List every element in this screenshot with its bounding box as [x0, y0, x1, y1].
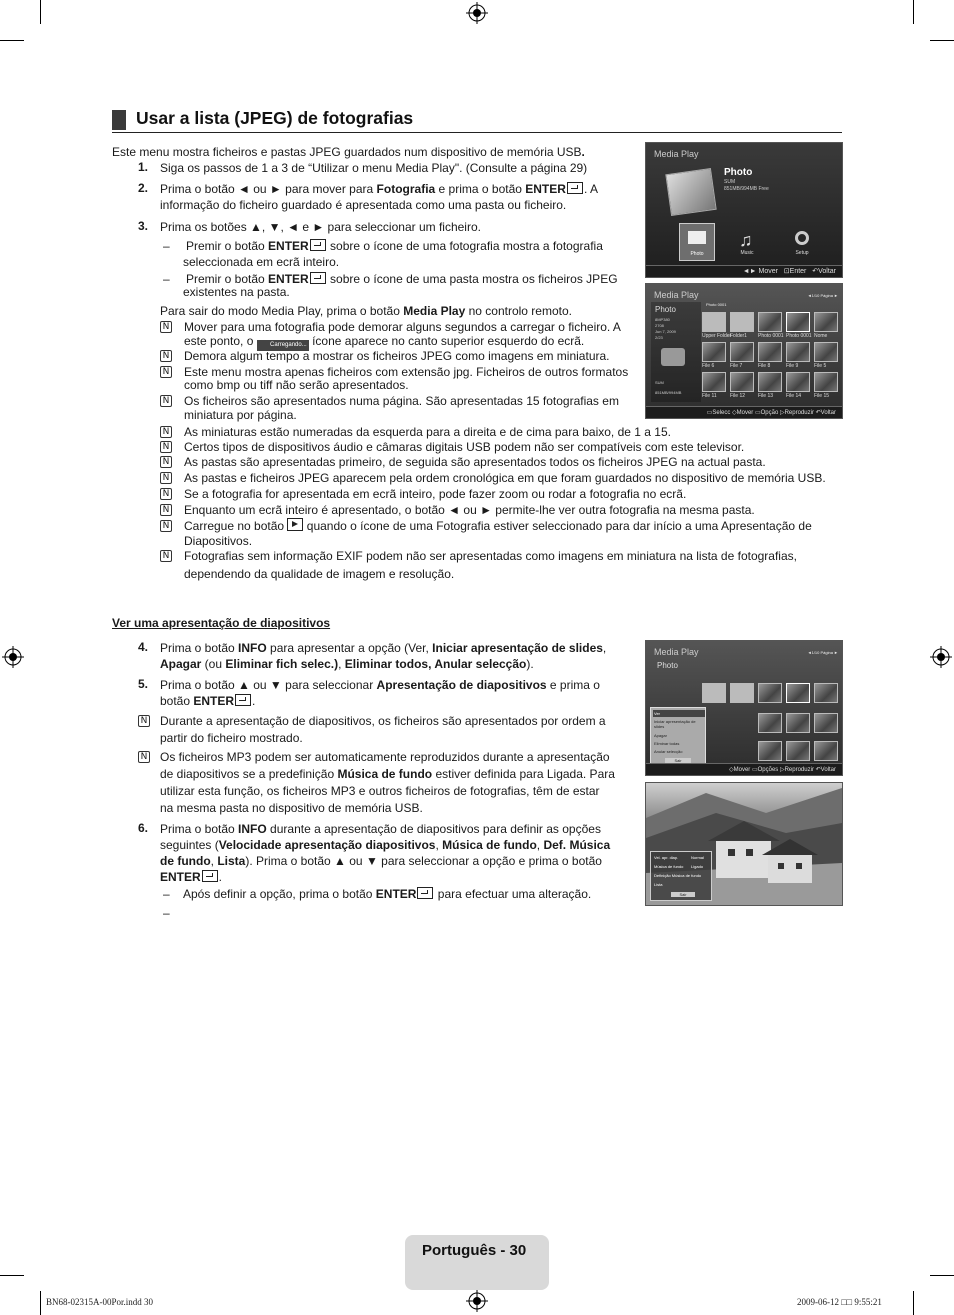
photo-thumb[interactable] — [814, 741, 838, 761]
note-icon: N — [160, 488, 172, 500]
note-text: Este menu mostra apenas ficheiros com extensão jpg. Ficheiros de outros formatos — [184, 365, 629, 379]
step-3-text: Prima os botões ▲, ▼, ◄ e ► para seleccionar um ficheiro. — [160, 220, 481, 234]
menu-item[interactable]: Anular selecção — [654, 749, 683, 754]
menu-item[interactable]: Lista — [654, 882, 663, 887]
page-indicator: ◄1/10 Página ► — [807, 293, 838, 298]
photo-thumb[interactable] — [758, 312, 782, 332]
side-info: 2708 — [655, 323, 664, 328]
step-number: 1. — [138, 160, 149, 174]
crop-mark — [930, 40, 954, 41]
file-info: BN68-02315A-00Por.indd 30 — [46, 1297, 154, 1307]
thumb-label: Photo 0001 — [758, 333, 784, 339]
side-title: Photo — [655, 305, 676, 314]
note-text: Enquanto um ecrã inteiro é apresentado, o botão ◄ ou ► permite-lhe ver outra fotografia na mesma pasta. — [184, 503, 755, 517]
step-4-text-line2: Apagar (ou Eliminar fich selec.), Eliminar todos, Anular selecção). — [160, 657, 534, 671]
step-number: 3. — [138, 219, 149, 233]
exit-button[interactable]: Sair — [665, 758, 691, 763]
registration-mark-icon — [2, 646, 24, 668]
thumb-label: Folder1 — [730, 333, 747, 339]
dash-3-text: Após definir a opção, prima o botão ENTER para efectuar uma alteração. — [183, 887, 592, 901]
menu-item[interactable]: Vel. apr. diap. — [654, 855, 679, 860]
photo-thumb[interactable] — [786, 713, 810, 733]
thumbnail-grid — [702, 309, 842, 404]
menu-item[interactable]: Apagar — [654, 733, 667, 738]
media-play-header: Media Play — [654, 290, 699, 300]
free-space: 851MB/994MB — [655, 390, 682, 395]
media-play-screenshot — [645, 142, 843, 278]
note-icon: N — [160, 350, 172, 362]
registration-mark-icon — [466, 2, 488, 24]
menu-value: Ligado — [691, 864, 704, 869]
thumbnail-grid — [702, 683, 842, 763]
thumb-label: Nome — [814, 333, 828, 339]
photo-thumb[interactable] — [814, 342, 838, 362]
photo-thumb[interactable] — [786, 372, 810, 392]
note-icon: N — [160, 321, 172, 333]
step-2-text-line2: informação do ficheiro guardado é apresentada como uma pasta ou ficheiro. — [160, 198, 567, 212]
folder-thumb[interactable] — [702, 312, 726, 332]
camera-icon — [661, 348, 685, 366]
crop-mark — [40, 1291, 41, 1315]
photo-thumb[interactable] — [758, 372, 782, 392]
camera-icon — [665, 168, 716, 216]
music-menu-tile[interactable] — [733, 229, 761, 259]
step-6-text-line2: seguintes (Velocidade apresentação diapositivos, Música de fundo, Def. Música — [160, 838, 611, 852]
note-text: As pastas são apresentadas primeiro, de seguida são apresentados todos os ficheiros JPEG na actual pasta. — [184, 455, 766, 469]
menu-label: Music — [740, 250, 754, 256]
options-footer: ◇Mover ▭Opções ▷Reproduzir ↶Voltar — [646, 763, 842, 775]
step-2-text: Prima o botão ◄ ou ► para mover para Fotografia e prima o botão ENTER . A — [160, 182, 598, 196]
options-popup — [650, 707, 706, 767]
thumb-label: File 7 — [730, 363, 743, 369]
note-text-line2: miniatura por página. — [184, 408, 297, 422]
photo-thumb[interactable] — [814, 713, 838, 733]
note-text: Os ficheiros são apresentados numa página. São apresentadas 15 fotografias em — [184, 394, 619, 408]
photo-icon — [688, 231, 706, 244]
photo-thumb[interactable] — [730, 342, 754, 362]
menu-label: Setup — [795, 250, 809, 256]
crop-mark — [40, 0, 41, 24]
note-text-line2: partir do ficheiro mostrado. — [160, 731, 303, 745]
note-icon: N — [160, 366, 172, 378]
note-icon: N — [160, 441, 172, 453]
folder-thumb[interactable] — [730, 312, 754, 332]
photo-thumb[interactable] — [702, 342, 726, 362]
device-name: SUM — [724, 179, 736, 185]
dash-2-text-line2: existentes na pasta. — [183, 285, 290, 299]
photo-thumb[interactable] — [814, 312, 838, 332]
intro-text: Este menu mostra ficheiros e pastas JPEG guardados num dispositivo de memória USB. — [112, 145, 585, 159]
media-play-header: Media Play — [654, 647, 699, 657]
step-number: 6. — [138, 821, 149, 835]
menu-item[interactable]: Definição Música de fundo — [654, 873, 702, 878]
crop-mark — [930, 1275, 954, 1276]
note-text: As miniaturas estão numeradas da esquerda para a direita e de cima para baixo, de 1 a 15. — [184, 425, 671, 439]
thumb-label: File 5 — [814, 363, 827, 369]
media-play-header: Media Play — [654, 149, 699, 159]
crop-mark — [0, 1275, 24, 1276]
note-text: Mover para uma fotografia pode demorar alguns segundos a carregar o ficheiro. A — [184, 320, 621, 334]
enter-icon — [202, 870, 218, 882]
side-info: Jun 7, 2009 — [655, 329, 676, 334]
thumb-label: Photo 0001 — [786, 333, 812, 339]
menu-value: Normal — [691, 855, 704, 860]
step-6-text-line3: de fundo, Lista). Prima o botão ▲ ou ▼ para seleccionar a opção e prima o botão — [160, 854, 602, 868]
thumb-label: File 9 — [786, 363, 799, 369]
step-5-text-line2: botão ENTER . — [160, 694, 256, 708]
photo-thumb[interactable] — [702, 372, 726, 392]
exit-button[interactable]: Sair — [671, 892, 695, 897]
note-text: Carregue no botão quando o ícone de uma Fotografia estiver seleccionado para dar início a uma Apresentação de — [184, 519, 812, 533]
music-icon: ♫ — [739, 230, 753, 250]
dash-1-text: Premir o botão ENTER sobre o ícone de uma fotografia mostra a fotografia — [186, 239, 603, 253]
folder-thumb[interactable] — [702, 683, 726, 703]
note-text-line3: utilizar esta função, os ficheiros MP3 e outros ficheiros de fotografias, têm de estar — [160, 784, 600, 798]
note-icon: N — [160, 550, 172, 562]
side-info: 8MP380 — [655, 317, 670, 322]
folder-label: Photo 0001 — [706, 302, 727, 307]
step-4-text: Prima o botão INFO para apresentar a opção (Ver, Iniciar apresentação de slides, — [160, 641, 607, 655]
enter-icon — [567, 182, 583, 194]
step-number: 2. — [138, 181, 149, 195]
date-info: 2009-06-12 □□ 9:55:21 — [797, 1297, 882, 1307]
photo-thumb[interactable] — [814, 372, 838, 392]
photo-list-footer: ▭Selecc ◇Mover ▭Opção ▷Reproduzir ↶Voltar — [646, 406, 842, 418]
registration-mark-icon — [930, 646, 952, 668]
note-text-line2: Diapositivos. — [184, 534, 253, 548]
side-info: 2/23 — [655, 335, 663, 340]
note-icon: N — [160, 472, 172, 484]
note-text: As pastas e ficheiros JPEG aparecem pela ordem cronológica em que foram guardados no dispositivo de memória USB. — [184, 471, 826, 485]
dash: – — [163, 239, 170, 253]
loading-icon: Carregando... — [257, 340, 309, 351]
thumb-label: File 13 — [758, 393, 774, 399]
note-icon: N — [138, 715, 150, 727]
crop-mark — [0, 40, 24, 41]
photo-menu-tile[interactable] — [679, 223, 715, 261]
step-5-text: Prima o botão ▲ ou ▼ para seleccionar Apresentação de diapositivos e prima o — [160, 678, 600, 692]
photo-thumb[interactable] — [786, 683, 810, 703]
side-title: Photo — [657, 661, 678, 670]
step-6-text-line4: ENTER . — [160, 870, 223, 884]
dash: – — [163, 272, 170, 286]
options-menu-screenshot — [645, 640, 843, 776]
thumb-label: File 15 — [814, 393, 830, 399]
slideshow-screenshot — [645, 782, 843, 906]
note-text: Se a fotografia for apresentada em ecrã inteiro, pode fazer zoom ou rodar a fotografia no ecrã. — [184, 487, 687, 501]
thumb-label: File 14 — [786, 393, 802, 399]
note-icon: N — [160, 520, 172, 532]
registration-mark-icon — [466, 1290, 488, 1312]
dash: – — [163, 887, 170, 901]
enter-icon — [235, 694, 251, 706]
menu-item[interactable]: Eliminar todas — [654, 741, 680, 746]
crop-mark — [913, 1291, 914, 1315]
photo-thumb[interactable] — [786, 312, 810, 332]
note-text-line2: dependendo da qualidade de imagem e resolução. — [184, 567, 455, 581]
note-text: Fotografias sem informação EXIF podem não ser apresentadas como imagens em miniatura na lista de fotografias, — [184, 549, 797, 563]
subsection-heading: Ver uma apresentação de diapositivos — [112, 616, 331, 630]
photo-thumb[interactable] — [758, 741, 782, 761]
folder-thumb[interactable] — [730, 683, 754, 703]
enter-icon — [417, 887, 433, 899]
step-number: 4. — [138, 640, 149, 654]
photo-title: Photo — [724, 167, 753, 178]
menu-item[interactable]: Iniciar apresentação de slides — [654, 719, 696, 729]
media-play-footer: ◄► Mover ⊡Enter ↶Voltar — [646, 265, 842, 277]
menu-item[interactable]: Música de fundo — [654, 864, 684, 869]
settings-popup — [650, 851, 712, 901]
note-text: Certos tipos de dispositivos áudio e câmaras digitais USB podem não ser compatíveis com este televisor. — [184, 440, 745, 454]
photo-list-screenshot — [645, 283, 843, 419]
dash-1-text-line2: seleccionada em ecrã inteiro. — [183, 255, 340, 269]
menu-label: Photo — [690, 251, 704, 257]
photo-thumb[interactable] — [786, 342, 810, 362]
section-heading — [112, 108, 842, 133]
thumb-label: File 6 — [702, 363, 715, 369]
dash: – — [163, 906, 170, 920]
note-text: Os ficheiros MP3 podem ser automaticamente reproduzidos durante a apresentação — [160, 750, 610, 764]
photo-thumb[interactable] — [786, 741, 810, 761]
note-text: Durante a apresentação de diapositivos, os ficheiros são apresentados por ordem a — [160, 714, 606, 728]
photo-thumb[interactable] — [730, 372, 754, 392]
photo-thumb[interactable] — [758, 342, 782, 362]
photo-thumb[interactable] — [814, 683, 838, 703]
setup-icon — [795, 231, 809, 245]
device-name: SUM — [655, 380, 664, 385]
menu-item[interactable]: Ver — [653, 710, 705, 717]
step-number: 5. — [138, 677, 149, 691]
note-text-line2: como bmp ou tiff não serão apresentados. — [184, 378, 409, 392]
photo-thumb[interactable] — [758, 713, 782, 733]
step-6-text: Prima o botão INFO durante a apresentação de diapositivos para definir as opções — [160, 822, 601, 836]
play-icon — [287, 518, 303, 531]
note-icon: N — [160, 395, 172, 407]
note-text-line2: este ponto, o Carregando... ícone aparece no canto superior esquerdo do ecrã. — [184, 333, 584, 351]
note-icon: N — [160, 504, 172, 516]
free-space: 851MB/994MB Free — [724, 186, 769, 192]
setup-menu-tile[interactable] — [788, 229, 816, 259]
page-number: Português - 30 — [422, 1242, 527, 1259]
page-indicator: ◄1/10 Página ► — [807, 650, 838, 655]
step-1-text: Siga os passos de 1 a 3 de “Utilizar o menu Media Play". (Consulte a página 29) — [160, 161, 588, 175]
crop-mark — [913, 0, 914, 24]
thumb-label: File 11 — [702, 393, 717, 399]
side-panel — [651, 302, 701, 402]
note-icon: N — [138, 751, 150, 763]
note-icon: N — [160, 426, 172, 438]
photo-thumb[interactable] — [758, 683, 782, 703]
exit-text: Para sair do modo Media Play, prima o botão Media Play no controlo remoto. — [160, 304, 572, 318]
thumb-label: File 8 — [758, 363, 771, 369]
thumb-label: File 12 — [730, 393, 746, 399]
heading-bar — [112, 110, 126, 130]
dash-2-text: Premir o botão ENTER sobre o ícone de uma pasta mostra os ficheiros JPEG — [186, 272, 618, 286]
enter-icon — [310, 239, 326, 251]
enter-icon — [310, 272, 326, 284]
note-text: Demora algum tempo a mostrar os ficheiros JPEG como imagens em miniatura. — [184, 349, 610, 363]
thumb-label: Upper Folder — [702, 333, 732, 339]
note-text-line2: de diapositivos se a predefinição Música de fundo estiver definida para Ligada. Para — [160, 767, 615, 781]
page-title: Usar a lista (JPEG) de fotografias — [136, 108, 414, 128]
note-icon: N — [160, 456, 172, 468]
note-text-line4: na mesma pasta no dispositivo de memória USB. — [160, 801, 423, 815]
